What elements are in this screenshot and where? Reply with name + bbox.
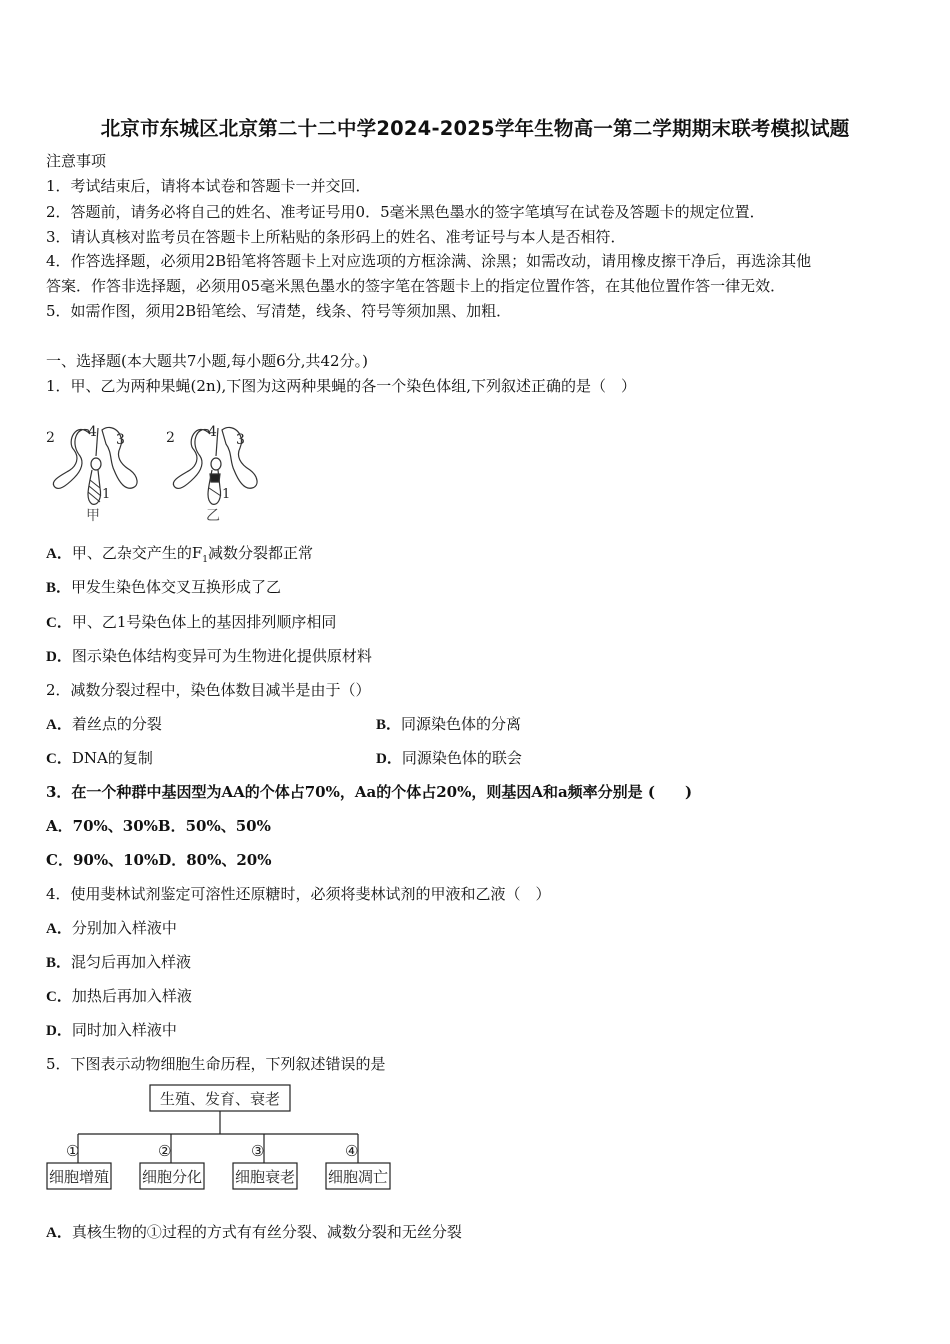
notice-item: 答案．作答非选择题，必须用05毫米黑色墨水的签字笔在答题卡上的指定位置作答，在其他位置作答一律无效． — [46, 277, 786, 295]
option-letter: D． — [46, 1023, 72, 1039]
notice-item: 1．考试结束后，请将本试卷和答题卡一并交回． — [46, 177, 371, 195]
q4-stem: 4．使用斐林试剂鉴定可溶性还原糖时，必须将斐林试剂的甲液和乙液（ ） — [46, 885, 551, 903]
notice-item: 2．答题前，请务必将自己的姓名、准考证号用0．5毫米黑色墨水的签字笔填写在试卷及答题卡的规定位置． — [46, 203, 765, 221]
q5-flow-diagram — [40, 1082, 400, 1194]
option-letter: A． — [46, 546, 72, 562]
option-text: 图示染色体结构变异可为生物进化提供原材料 — [71, 647, 372, 665]
yi-label-1: 1 — [222, 487, 231, 502]
jia-caption: 甲 — [86, 508, 100, 524]
option-letter: C． — [46, 615, 72, 631]
q2-option-b — [376, 714, 521, 735]
jia-label-4: 4 — [88, 424, 97, 440]
option-letter: D． — [376, 751, 402, 767]
step-number: ④ — [345, 1142, 359, 1160]
option-letter: B． — [46, 955, 72, 971]
q2-option-d — [376, 748, 522, 769]
option-text: 同源染色体的分离 — [401, 715, 522, 733]
jia-label-3: 3 — [116, 432, 125, 448]
q5-option-a — [46, 1222, 462, 1243]
step-number: ② — [158, 1142, 172, 1160]
q2-option-a — [46, 714, 162, 735]
option-text: 混匀后再加入样液 — [71, 953, 192, 971]
q1-option-a — [46, 543, 313, 570]
q4-option-d — [46, 1020, 177, 1041]
option-text: 甲发生染色体交叉互换形成了乙 — [71, 578, 282, 596]
jia-label-1: 1 — [102, 487, 111, 502]
q1-option-b — [46, 577, 281, 598]
q2-option-c — [46, 748, 153, 769]
q1-option-d — [46, 646, 372, 667]
stage-label: 细胞增殖 — [48, 1168, 110, 1186]
option-letter: C． — [46, 751, 72, 767]
top-box-label: 生殖、发育、衰老 — [159, 1090, 281, 1108]
step-number: ① — [66, 1142, 80, 1160]
option-letter: B． — [46, 580, 72, 596]
notice-item: 4．作答选择题，必须用2B铅笔将答题卡上对应选项的方框涂满、涂黑；如需改动，请用橡皮擦干净后，再选涂其他 — [46, 252, 812, 270]
q1-chromosome-figure — [40, 408, 270, 526]
stage-label: 细胞凋亡 — [327, 1168, 389, 1186]
q1-stem: 1．甲、乙为两种果蝇(2n),下图为这两种果蝇的各一个染色体组,下列叙述正确的是（ ） — [46, 377, 636, 395]
q4-option-b — [46, 952, 191, 973]
q4-option-c — [46, 986, 192, 1007]
option-letter: A． — [46, 921, 72, 937]
option-text: 甲、乙1号染色体上的基因排列顺序相同 — [71, 613, 337, 631]
option-letter: D． — [46, 649, 72, 665]
step-number: ③ — [251, 1142, 265, 1160]
option-letter: A． — [46, 717, 72, 733]
option-text: DNA的复制 — [71, 749, 153, 767]
page-title: 北京市东城区北京第二十二中学2024-2025学年生物高一第二学期期末联考模拟试题 — [100, 117, 850, 140]
stage-label: 细胞分化 — [141, 1168, 203, 1186]
q3-options-line: A．70%、30%B．50%、50% — [46, 817, 271, 835]
option-letter: B． — [376, 717, 402, 733]
stage-label: 细胞衰老 — [234, 1168, 296, 1186]
notice-item: 3．请认真核对监考员在答题卡上所粘贴的条形码上的姓名、准考证号与本人是否相符． — [46, 228, 626, 246]
q1-option-c — [46, 612, 336, 633]
jia-label-2: 2 — [46, 430, 55, 446]
option-text: 甲、乙杂交产生的F — [71, 544, 203, 562]
q3-options-line: C．90%、10%D．80%、20% — [46, 851, 272, 869]
q4-option-a — [46, 918, 177, 939]
option-letter: C． — [46, 989, 72, 1005]
option-text: 减数分裂都正常 — [208, 544, 314, 562]
option-subscript: 1 — [202, 555, 208, 565]
q5-stem: 5．下图表示动物细胞生命历程，下列叙述错误的是 — [46, 1055, 386, 1073]
option-text: 分别加入样液中 — [71, 919, 177, 937]
yi-label-4: 4 — [208, 424, 217, 440]
q2-stem: 2．减数分裂过程中，染色体数目减半是由于（） — [46, 681, 371, 699]
notice-heading: 注意事项 — [46, 152, 107, 170]
option-text: 着丝点的分裂 — [71, 715, 162, 733]
option-text: 真核生物的①过程的方式有有丝分裂、减数分裂和无丝分裂 — [71, 1223, 462, 1241]
option-text: 加热后再加入样液 — [71, 987, 192, 1005]
option-letter: A． — [46, 1225, 72, 1241]
option-text: 同源染色体的联会 — [401, 749, 522, 767]
yi-caption: 乙 — [206, 508, 220, 524]
option-text: 同时加入样液中 — [71, 1021, 177, 1039]
yi-label-2: 2 — [166, 430, 175, 446]
notice-item: 5．如需作图，须用2B铅笔绘、写清楚，线条、符号等须加黑、加粗． — [46, 302, 512, 320]
section-heading: 一、选择题(本大题共7小题,每小题6分,共42分。) — [46, 352, 368, 370]
q3-stem: 3．在一个种群中基因型为AA的个体占70%，Aa的个体占20%，则基因A和a频率分别是 ( ) — [46, 783, 693, 801]
yi-label-3: 3 — [236, 432, 245, 448]
